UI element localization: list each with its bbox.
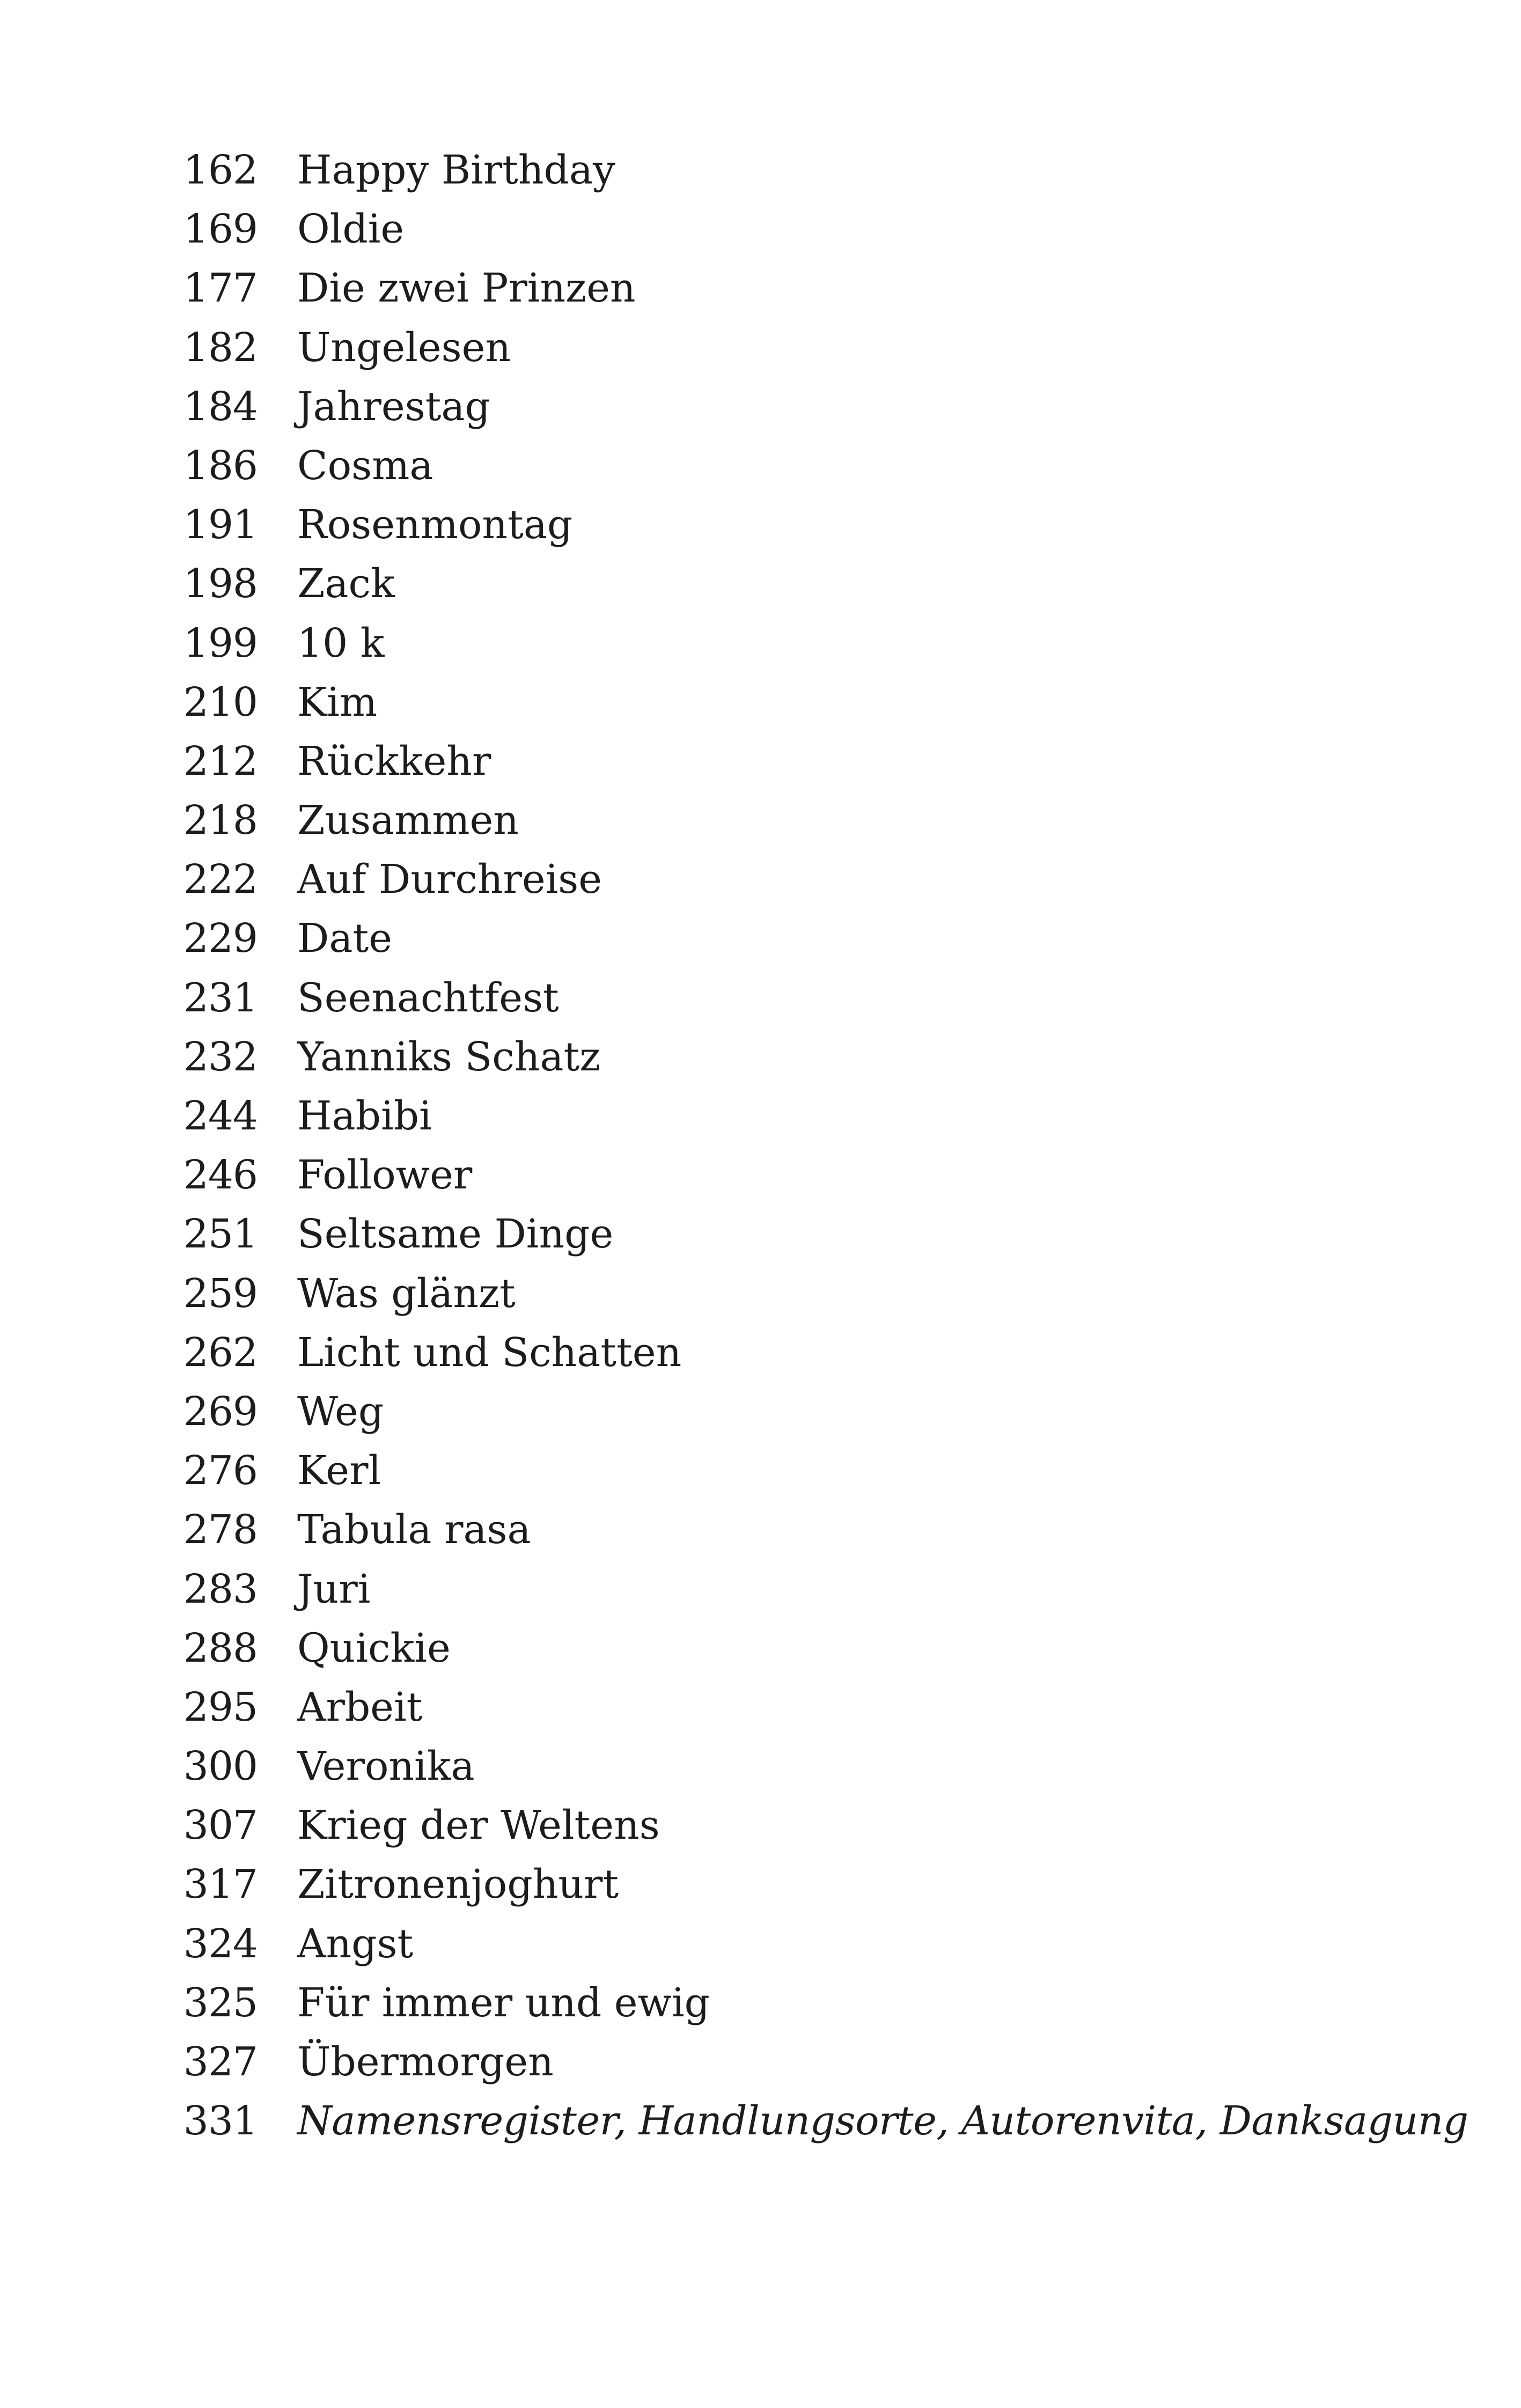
toc-page-number: 169 (183, 206, 258, 253)
toc-entry (177, 1973, 1465, 2032)
toc-page-number: 184 (183, 383, 258, 430)
toc-entry (177, 1027, 1465, 1086)
toc-entry-title: Angst (297, 1920, 414, 1967)
toc-entry (177, 141, 1465, 200)
toc-entry-title: Kim (297, 679, 378, 725)
toc-entry-title: Zack (297, 561, 395, 607)
toc-entry-title: Quickie (297, 1625, 451, 1671)
toc-entry (177, 1382, 1465, 1441)
toc-entry-title: Tabula rasa (297, 1507, 531, 1553)
toc-entry (177, 377, 1465, 436)
toc-page-number: 324 (183, 1920, 258, 1967)
toc-entry (177, 1205, 1465, 1264)
toc-entry-title: Juri (297, 1566, 371, 1612)
toc-entry-title: Weg (297, 1388, 384, 1435)
toc-page-number: 218 (183, 797, 258, 844)
toc-entry-title: Namensregister, Handlungsorte, Autorenvita, Danksagung (297, 2098, 1468, 2145)
toc-entry (177, 436, 1465, 495)
toc-entry (177, 200, 1465, 259)
toc-entry-title: Kerl (297, 1448, 381, 1494)
toc-page-number: 317 (183, 1861, 258, 1908)
toc-entry-title: Zitronenjoghurt (297, 1861, 619, 1908)
toc-page-number: 186 (183, 442, 258, 489)
toc-entry-title: Habibi (297, 1093, 432, 1139)
toc-entry-title: Licht und Schatten (297, 1329, 682, 1376)
toc-page-number: 244 (183, 1093, 258, 1139)
toc-entry (177, 732, 1465, 791)
toc-entry (177, 968, 1465, 1027)
toc-page-number: 210 (183, 679, 258, 725)
toc-entry-title: Yanniks Schatz (297, 1033, 601, 1080)
toc-entry-title: Happy Birthday (297, 147, 615, 193)
toc-entry (177, 1855, 1465, 1914)
toc-page-number: 177 (183, 265, 258, 312)
toc-entry (177, 1737, 1465, 1796)
toc-entry-title: Seenachtfest (297, 974, 559, 1021)
toc-page-number: 327 (183, 2039, 258, 2085)
toc-entry (177, 1146, 1465, 1205)
toc-entry (177, 1086, 1465, 1146)
toc-entry-title: Krieg der Weltens (297, 1802, 660, 1849)
toc-page-number: 191 (183, 502, 258, 548)
toc-page-number: 246 (183, 1152, 258, 1199)
toc-entry-title: Für immer und ewig (297, 1979, 710, 2026)
toc-page-number: 212 (183, 738, 258, 784)
toc-page-number: 325 (183, 1979, 258, 2026)
toc-entry-title: Arbeit (297, 1684, 423, 1730)
toc-entry-title: Rosenmontag (297, 502, 573, 548)
toc-page-number: 259 (183, 1270, 258, 1317)
toc-page-number: 232 (183, 1033, 258, 1080)
toc-entry-title: Rückkehr (297, 738, 491, 784)
toc-page-number: 331 (183, 2098, 258, 2145)
toc-page-number: 199 (183, 620, 258, 666)
toc-entry (177, 1796, 1465, 1855)
toc-page-number: 283 (183, 1566, 258, 1612)
toc-entry-title: Zusammen (297, 797, 519, 844)
toc-entry (177, 909, 1465, 968)
toc-entry (177, 1560, 1465, 1619)
toc-entry (177, 1500, 1465, 1559)
table-of-contents (177, 141, 1468, 2150)
toc-page-number: 295 (183, 1684, 258, 1730)
toc-entry (177, 259, 1465, 318)
toc-entry (177, 791, 1465, 850)
toc-entry (177, 495, 1465, 554)
toc-entry-title: Jahrestag (297, 383, 490, 430)
toc-page-number: 229 (183, 915, 258, 962)
toc-page-number: 278 (183, 1507, 258, 1553)
toc-page-number: 222 (183, 856, 258, 903)
toc-entry (177, 318, 1465, 377)
toc-entry-title: Follower (297, 1152, 473, 1199)
toc-entry (177, 850, 1465, 909)
toc-entry-title: Was glänzt (297, 1270, 516, 1317)
toc-entry-title: Ungelesen (297, 324, 511, 371)
toc-entry (177, 1441, 1465, 1500)
toc-entry (177, 1914, 1465, 1973)
toc-entry-title: 10 k (297, 620, 385, 666)
toc-entry-title: Die zwei Prinzen (297, 265, 636, 312)
toc-entry-title: Seltsame Dinge (297, 1211, 614, 1258)
toc-entry-title: Übermorgen (297, 2039, 554, 2085)
toc-page-number: 288 (183, 1625, 258, 1671)
toc-entry (177, 673, 1465, 732)
toc-page-number: 162 (183, 147, 258, 193)
toc-entry-title: Date (297, 915, 392, 962)
toc-entry (177, 1323, 1465, 1382)
toc-entry-title: Cosma (297, 442, 433, 489)
toc-entry (177, 1264, 1465, 1323)
toc-entry-title: Veronika (297, 1743, 475, 1790)
toc-page-number: 182 (183, 324, 258, 371)
toc-entry (177, 554, 1465, 613)
toc-entry (177, 2091, 1468, 2150)
toc-entry-title: Auf Durchreise (297, 856, 602, 903)
toc-page-number: 269 (183, 1388, 258, 1435)
toc-page-number: 307 (183, 1802, 258, 1849)
toc-page-number: 251 (183, 1211, 258, 1258)
toc-page-number: 198 (183, 561, 258, 607)
toc-entry (177, 1619, 1465, 1678)
toc-entry (177, 2032, 1465, 2091)
toc-page-number: 262 (183, 1329, 258, 1376)
toc-page-number: 276 (183, 1448, 258, 1494)
toc-page-number: 231 (183, 974, 258, 1021)
toc-page-number: 300 (183, 1743, 258, 1790)
toc-entry (177, 1678, 1465, 1737)
toc-entry (177, 614, 1465, 673)
toc-entry-title: Oldie (297, 206, 405, 253)
